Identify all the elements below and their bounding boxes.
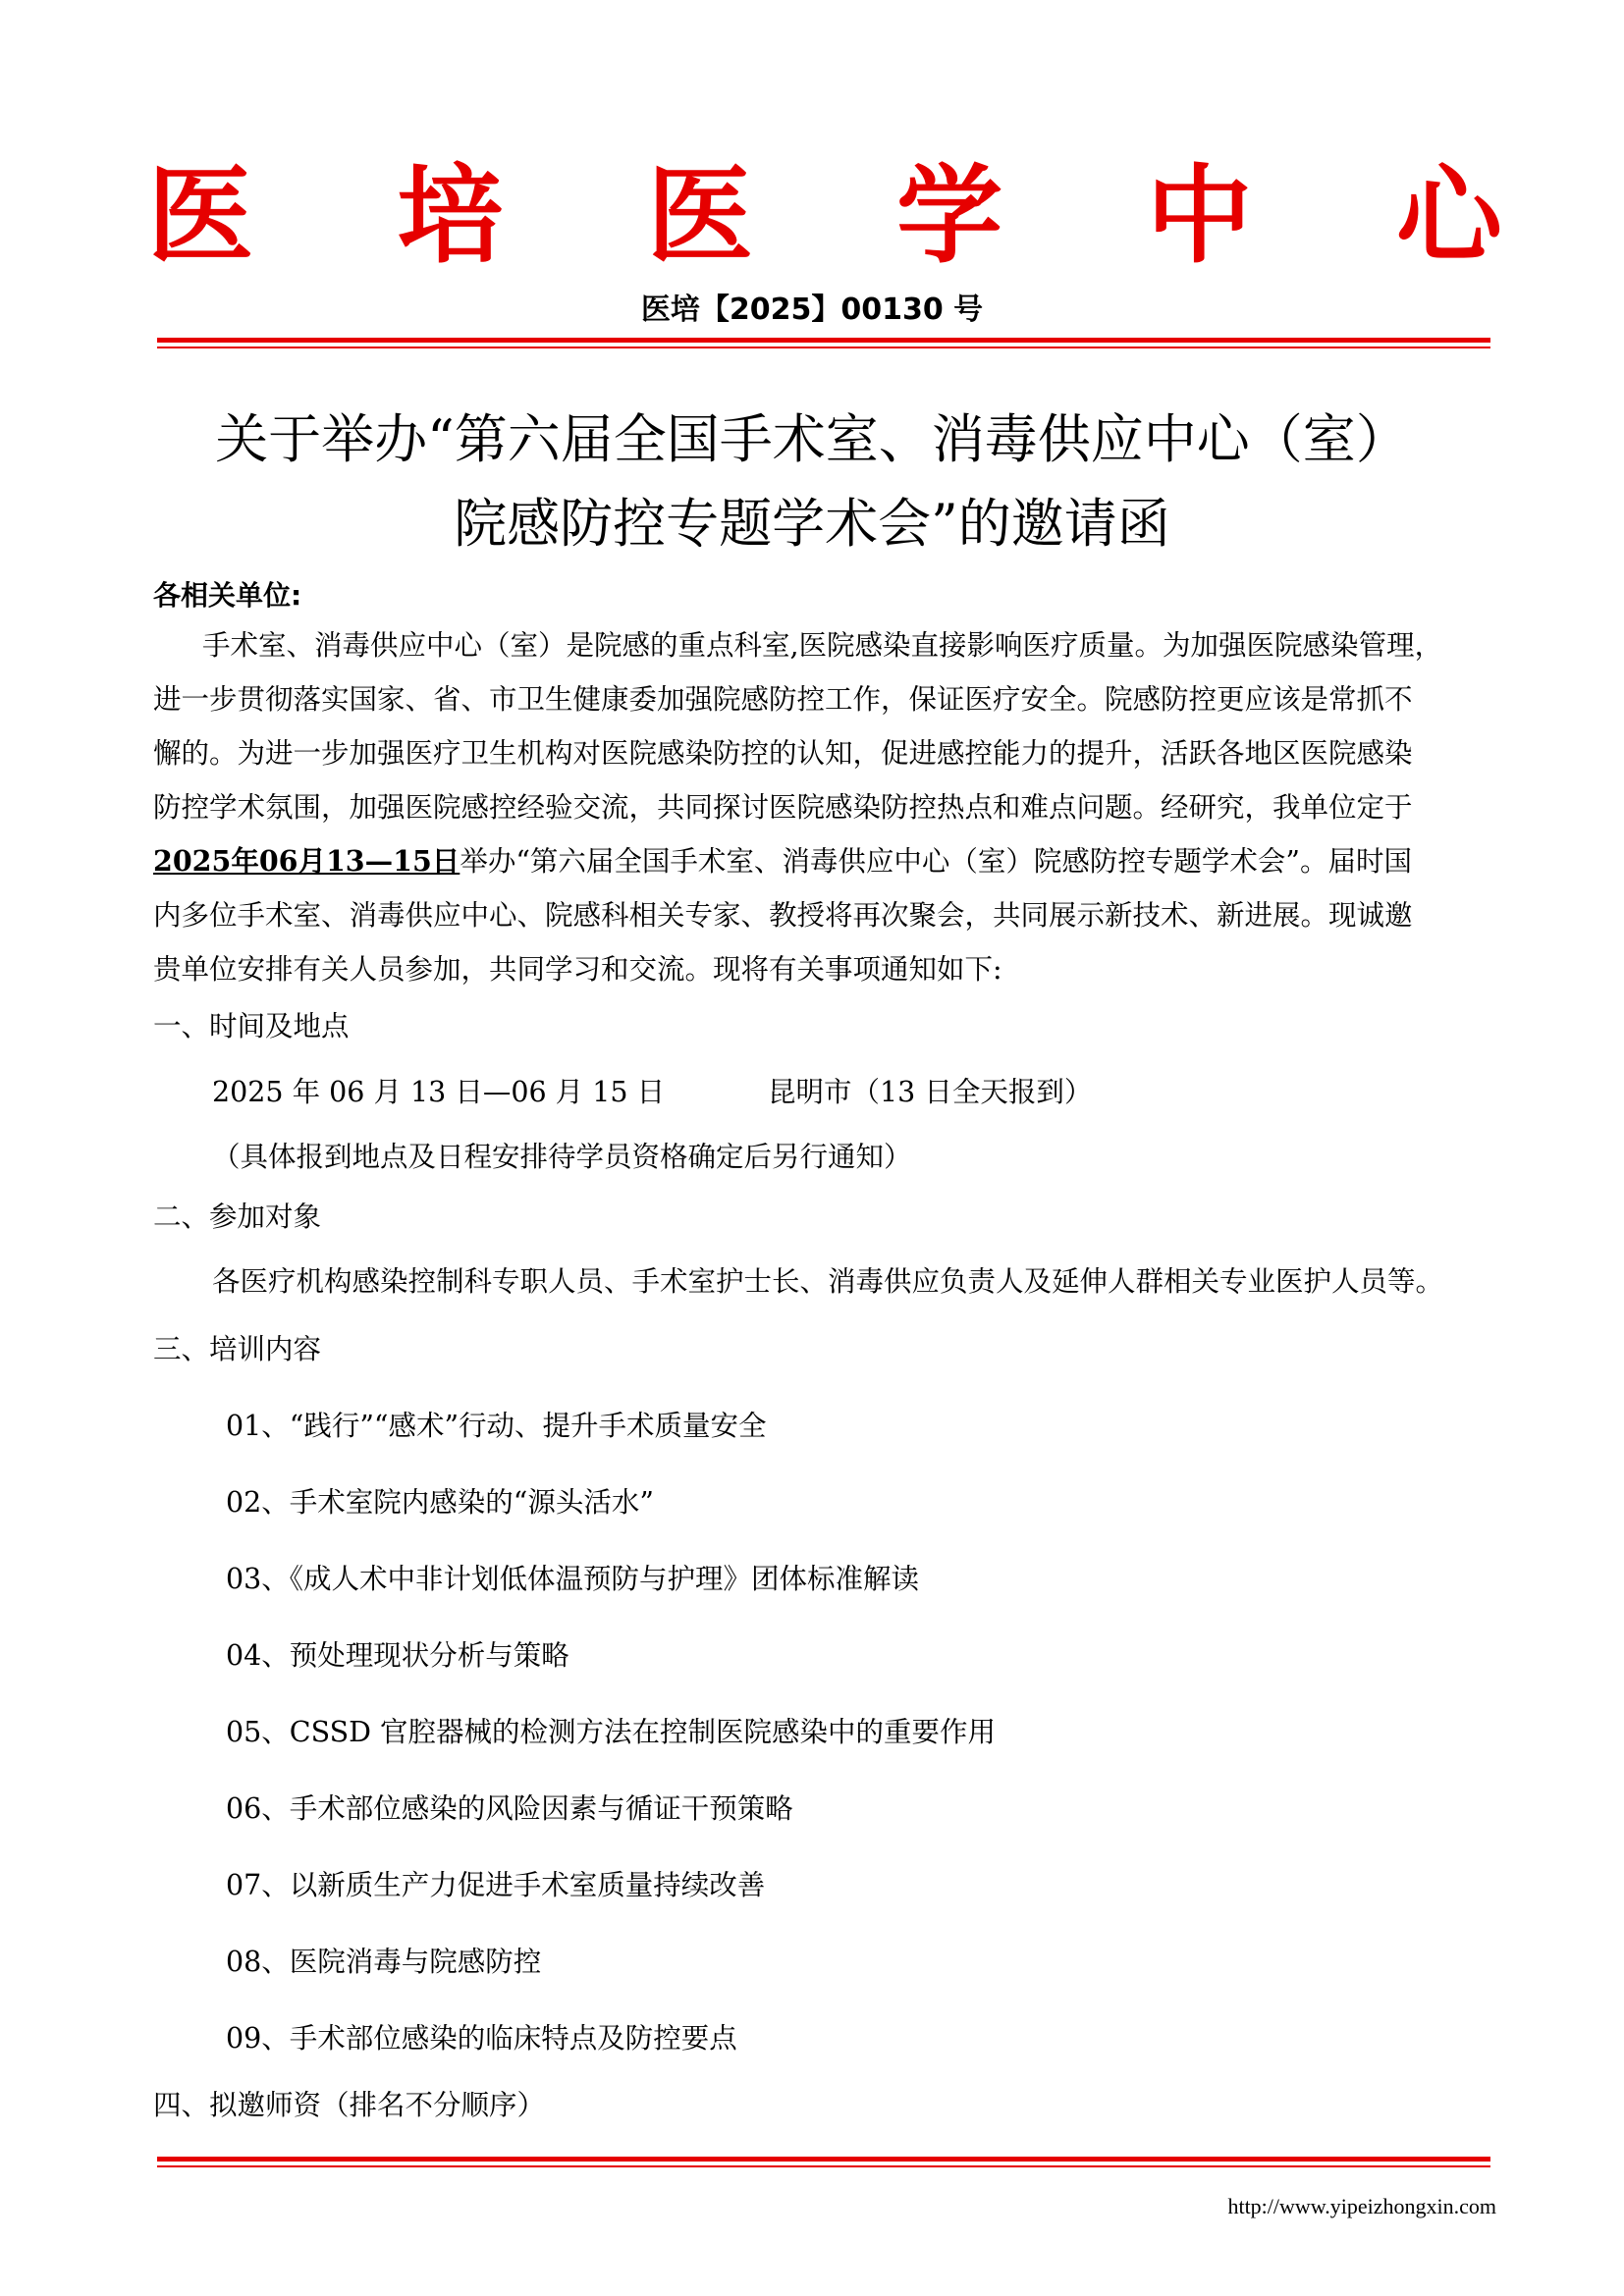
- section-heading-speakers: 四、拟邀师资（排名不分顺序）: [153, 2089, 546, 2121]
- event-date-highlight: 2025年06月13—15日: [153, 844, 460, 878]
- document-number: 医培【2025】00130 号: [640, 293, 984, 327]
- document-title-line1: 关于举办“第六届全国手术室、消毒供应中心（室）: [215, 408, 1409, 470]
- document-title-line2: 院感防控专题学术会”的邀请函: [454, 493, 1170, 555]
- intro-line-rest: 举办“第六届全国手术室、消毒供应中心（室）院感防控专题学术会”。届时国: [460, 845, 1412, 878]
- masthead-char: 培: [397, 154, 504, 278]
- participants-text: 各医疗机构感染控制科专职人员、手术室护士长、消毒供应负责人及延伸人群相关专业医护人员等。: [212, 1265, 1444, 1298]
- intro-paragraph: [153, 618, 1490, 996]
- masthead-char: 心: [1395, 154, 1502, 278]
- intro-line: [153, 834, 1490, 888]
- topic-item: 09、手术部位感染的临床特点及防控要点: [226, 2022, 737, 2055]
- topic-item: 03、《成人术中非计划低体温预防与护理》团体标准解读: [226, 1563, 920, 1595]
- topic-item: 07、以新质生产力促进手术室质量持续改善: [226, 1869, 766, 1901]
- masthead-char: 学: [896, 154, 1003, 278]
- event-place: 昆明市（13 日全天报到）: [768, 1076, 1093, 1108]
- masthead-char: 中: [1146, 154, 1253, 278]
- salutation: 各相关单位:: [153, 579, 302, 612]
- intro-line: 手术室、消毒供应中心（室）是院感的重点科室,医院感染直接影响医疗质量。为加强医院感染管理，: [202, 629, 1443, 662]
- topic-item: 08、医院消毒与院感防控: [226, 1946, 542, 1978]
- intro-line: 懈的。为进一步加强医疗卫生机构对医院感染防控的认知，促进感控能力的提升，活跃各地区医院感染: [153, 737, 1413, 770]
- section-heading-participants: 二、参加对象: [153, 1201, 322, 1233]
- masthead-char: 医: [646, 154, 753, 278]
- intro-line: 防控学术氛围，加强医院感控经验交流，共同探讨医院感染防控热点和难点问题。经研究，我单位定于: [153, 791, 1413, 824]
- intro-line: 进一步贯彻落实国家、省、市卫生健康委加强院感防控工作，保证医疗安全。院感防控更应该是常抓不: [153, 683, 1413, 716]
- topic-item: 04、预处理现状分析与策略: [226, 1639, 569, 1672]
- footer-divider: [157, 2157, 1490, 2172]
- org-masthead: [147, 147, 1502, 285]
- section-heading-time-place: 一、时间及地点: [153, 1010, 350, 1042]
- topic-item: 02、手术室院内感染的“源头活水”: [226, 1486, 654, 1519]
- intro-line: 贵单位安排有关人员参加，共同学习和交流。现将有关事项通知如下:: [153, 953, 1002, 986]
- event-date: 2025 年 06 月 13 日—06 月 15 日: [212, 1076, 666, 1108]
- header-divider: [157, 338, 1490, 353]
- section-heading-training: 三、培训内容: [153, 1333, 322, 1365]
- topic-item: 06、手术部位感染的风险因素与循证干预策略: [226, 1792, 793, 1825]
- intro-line: 内多位手术室、消毒供应中心、院感科相关专家、教授将再次聚会，共同展示新技术、新进展。现诚邀: [153, 899, 1413, 932]
- topic-item: 05、CSSD 官腔器械的检测方法在控制医院感染中的重要作用: [226, 1716, 997, 1748]
- masthead-char: 医: [147, 154, 254, 278]
- topic-item: 01、“践行”“感术”行动、提升手术质量安全: [226, 1410, 767, 1442]
- registration-note: （具体报到地点及日程安排待学员资格确定后另行通知）: [212, 1141, 912, 1173]
- footer-url[interactable]: http://www.yipeizhongxin.com: [1227, 2194, 1496, 2218]
